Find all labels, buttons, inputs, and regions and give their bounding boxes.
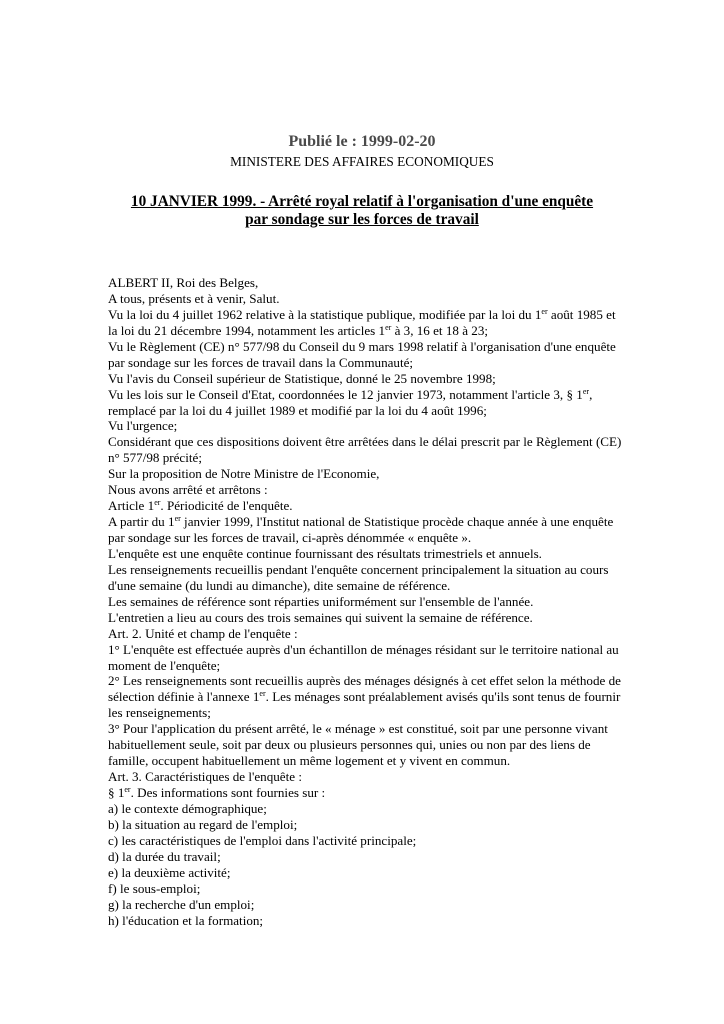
body-line: famille, occupent habituellement un même logement et y vivent en commun. xyxy=(108,753,511,769)
superscript: er xyxy=(582,386,590,396)
body-line: A tous, présents et à venir, Salut. xyxy=(108,290,280,306)
list-item: e) la deuxième activité; xyxy=(108,864,231,880)
superscript: er xyxy=(124,785,131,794)
body-line: 3° Pour l'application du présent arrêté, le « ménage » est constitué, soit par une personne vivant xyxy=(108,721,608,737)
list-item: f) le sous-emploi; xyxy=(108,880,201,896)
body-line: par sondage sur les forces de travail, ci-après dénommée « enquête ». xyxy=(108,530,472,545)
text-run: § 1 xyxy=(108,785,125,800)
body-line: L'enquête est une enquête continue fournissant des résultats trimestriels et annuels. xyxy=(108,545,542,561)
body-line xyxy=(108,785,628,801)
decree-title-line-1: 10 JANVIER 1999. - Arrêté royal relatif à l'organisation d'une enquête xyxy=(130,193,594,210)
body-line: 2° Les renseignements sont recueillis auprès des ménages désignés à cet effet selon la méthode de xyxy=(108,673,621,689)
article-heading xyxy=(108,498,628,514)
body-line: Les semaines de référence sont réparties uniformément sur l'ensemble de l'année. xyxy=(108,593,534,609)
text-run: la loi du 21 décembre 1994, notamment les articles 1 xyxy=(108,322,386,338)
body-line: moment de l'enquête; xyxy=(108,657,221,673)
ministry-name: MINISTERE DES AFFAIRES ECONOMIQUES xyxy=(230,154,494,169)
article-heading: Art. 2. Unité et champ de l'enquête : xyxy=(108,625,298,641)
superscript: er xyxy=(541,306,548,316)
text-run: , xyxy=(589,386,593,402)
body-line: Vu l'avis du Conseil supérieur de Statistique, donné le 25 novembre 1998; xyxy=(108,370,496,386)
body-line: 1° L'enquête est effectuée auprès d'un échantillon de ménages résidant sur le territoire national au xyxy=(108,641,619,657)
body-line: Sur la proposition de Notre Ministre de l'Economie, xyxy=(108,466,380,482)
body-line xyxy=(108,323,628,339)
text-run: janvier 1999, l'Institut national de Statistique procède chaque année à une enquête xyxy=(180,514,614,530)
body-line: par sondage sur les forces de travail dans la Communauté; xyxy=(108,354,414,370)
superscript: er xyxy=(385,322,392,332)
text-run: A partir du 1 xyxy=(108,514,175,530)
body-line: habituellement seule, soit par deux ou plusieurs personnes qui, unies ou non par des liens de xyxy=(108,737,591,753)
text-run: Vu la loi du 4 juillet 1962 relative à la statistique publique, modifiée par la loi du 1 xyxy=(108,306,542,322)
body-line: n° 577/98 précité; xyxy=(108,450,202,466)
body-line: les renseignements; xyxy=(108,705,211,721)
list-item: g) la recherche d'un emploi; xyxy=(108,896,255,912)
body-line xyxy=(108,307,628,323)
decree-body xyxy=(108,275,628,928)
text-run: . Les ménages sont préalablement avisés qu'ils sont tenus de fournir xyxy=(265,689,621,705)
decree-title xyxy=(108,193,616,229)
body-line: remplacé par la loi du 4 juillet 1989 et modifié par la loi du 4 août 1996; xyxy=(108,402,487,418)
list-item: d) la durée du travail; xyxy=(108,848,221,864)
body-line xyxy=(108,514,628,530)
text-run: août 1985 et xyxy=(547,306,616,322)
body-line: Les renseignements recueillis pendant l'enquête concernent principalement la situation au cours xyxy=(108,561,609,577)
text-run: . Des informations sont fournies sur : xyxy=(130,785,326,800)
body-line xyxy=(108,387,628,403)
text-run: sélection définie à l'annexe 1 xyxy=(108,689,260,705)
body-line: Vu le Règlement (CE) n° 577/98 du Conseil du 9 mars 1998 relatif à l'organisation d'une enquête xyxy=(108,338,616,354)
list-item: a) le contexte démographique; xyxy=(108,800,267,816)
text-run: Vu les lois sur le Conseil d'Etat, coordonnées le 12 janvier 1973, notamment l'article 3, § 1 xyxy=(108,386,583,402)
body-line: ALBERT II, Roi des Belges, xyxy=(108,275,259,290)
body-line xyxy=(108,689,628,705)
decree-title-line-2: par sondage sur les forces de travail xyxy=(245,211,479,228)
superscript: er xyxy=(259,689,266,699)
body-line: Vu l'urgence; xyxy=(108,418,178,434)
superscript: er xyxy=(154,498,161,508)
publication-date: Publié le : 1999-02-20 xyxy=(288,133,436,150)
text-run: . Périodicité de l'enquête. xyxy=(160,498,293,514)
text-run: Article 1 xyxy=(108,498,155,514)
superscript: er xyxy=(174,514,181,524)
list-item: h) l'éducation et la formation; xyxy=(108,912,264,928)
body-line: d'une semaine (du lundi au dimanche), dite semaine de référence. xyxy=(108,577,451,593)
list-item: c) les caractéristiques de l'emploi dans l'activité principale; xyxy=(108,832,417,848)
article-heading: Art. 3. Caractéristiques de l'enquête : xyxy=(108,769,302,785)
body-line: L'entretien a lieu au cours des trois semaines qui suivent la semaine de référence. xyxy=(108,609,533,625)
body-line: Nous avons arrêté et arrêtons : xyxy=(108,482,268,498)
body-line: Considérant que ces dispositions doivent être arrêtées dans le délai prescrit par le Règlement (CE) xyxy=(108,434,622,450)
text-run: à 3, 16 et 18 à 23; xyxy=(391,322,489,338)
list-item: b) la situation au regard de l'emploi; xyxy=(108,816,298,832)
